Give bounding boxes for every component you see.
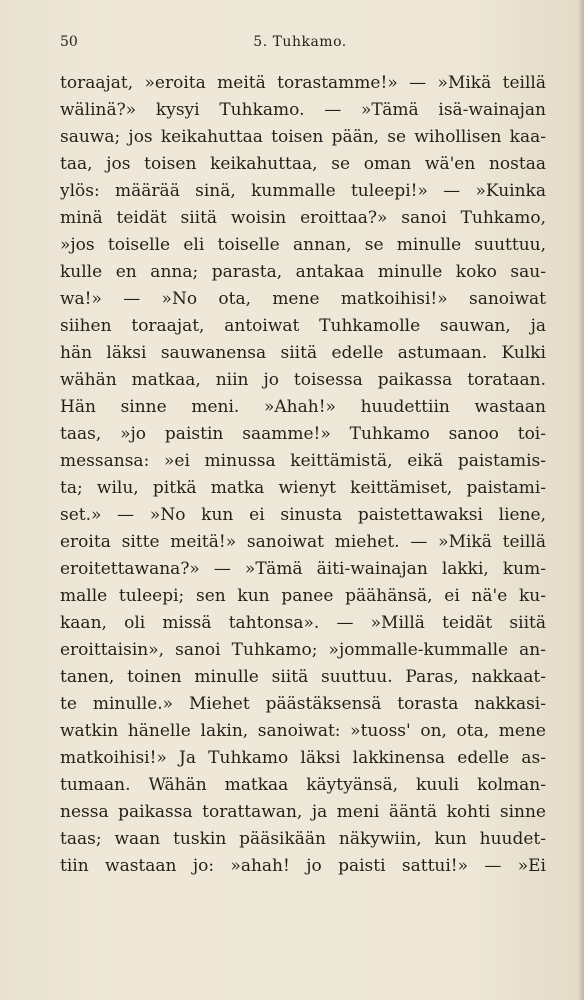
text-line: wähän matkaa, niin jo toisessa paikassa torataan. [60, 370, 546, 390]
text-line: hän läksi sauwanensa siitä edelle astumaan. Kulki [60, 343, 546, 363]
running-head: 5. Tuhkamo. [253, 34, 347, 50]
text-line: eroita sitte meitä!» sanoiwat miehet. — »Mikä teillä [60, 532, 546, 552]
text-line: toraajat, »eroita meitä torastamme!» — »Mikä teillä [60, 73, 546, 93]
text-line: eroittaisin», sanoi Tuhkamo; »jommalle-kummalle an- [60, 640, 546, 660]
text-line: sauwa; jos keikahuttaa toisen pään, se wihollisen kaa- [60, 127, 546, 147]
body-text [60, 70, 546, 880]
text-line: tanen, toinen minulle siitä suuttuu. Paras, nakkaat- [60, 667, 546, 687]
text-line: matkoihisi!» Ja Tuhkamo läksi lakkinensa edelle as- [60, 748, 546, 768]
text-line: tumaan. Wähän matkaa käytyänsä, kuuli kolman- [60, 775, 546, 795]
text-line: taas; waan tuskin pääsikään näkywiin, kun huudet- [60, 829, 546, 849]
page-header [60, 34, 540, 58]
text-line: kulle en anna; parasta, antakaa minulle koko sau- [60, 262, 546, 282]
text-line: eroitettawana?» — »Tämä äiti-wainajan lakki, kum- [60, 559, 546, 579]
text-line: set.» — »No kun ei sinusta paistettawaksi liene, [60, 505, 546, 525]
page-number: 50 [60, 34, 78, 50]
text-line: Hän sinne meni. »Ahah!» huudettiin wastaan [60, 397, 546, 417]
text-line: siihen toraajat, antoiwat Tuhkamolle sauwan, ja [60, 316, 546, 336]
text-line: ylös: määrää sinä, kummalle tuleepi!» — »Kuinka [60, 181, 546, 201]
text-line: ta; wilu, pitkä matka wienyt keittämiset, paistami- [60, 478, 546, 498]
text-line: messansa: »ei minussa keittämistä, eikä paistamis- [60, 451, 546, 471]
text-line: tiin wastaan jo: »ahah! jo paisti sattui!» — »Ei [60, 856, 546, 876]
text-line: taas, »jo paistin saamme!» Tuhkamo sanoo toi- [60, 424, 546, 444]
text-line: minä teidät siitä woisin eroittaa?» sanoi Tuhkamo, [60, 208, 546, 228]
text-line: nessa paikassa torattawan, ja meni ääntä kohti sinne [60, 802, 546, 822]
text-line: wälinä?» kysyi Tuhkamo. — »Tämä isä-wainajan [60, 100, 546, 120]
text-line: malle tuleepi; sen kun panee päähänsä, ei nä'e ku- [60, 586, 546, 606]
text-line: taa, jos toisen keikahuttaa, se oman wä'en nostaa [60, 154, 546, 174]
text-line: »jos toiselle eli toiselle annan, se minulle suuttuu, [60, 235, 546, 255]
text-line: watkin hänelle lakin, sanoiwat: »tuoss' on, ota, mene [60, 721, 546, 741]
text-line: te minulle.» Miehet päästäksensä torasta nakkasi- [60, 694, 546, 714]
text-line: kaan, oli missä tahtonsa». — »Millä teidät siitä [60, 613, 546, 633]
text-line: wa!» — »No ota, mene matkoihisi!» sanoiwat [60, 289, 546, 309]
